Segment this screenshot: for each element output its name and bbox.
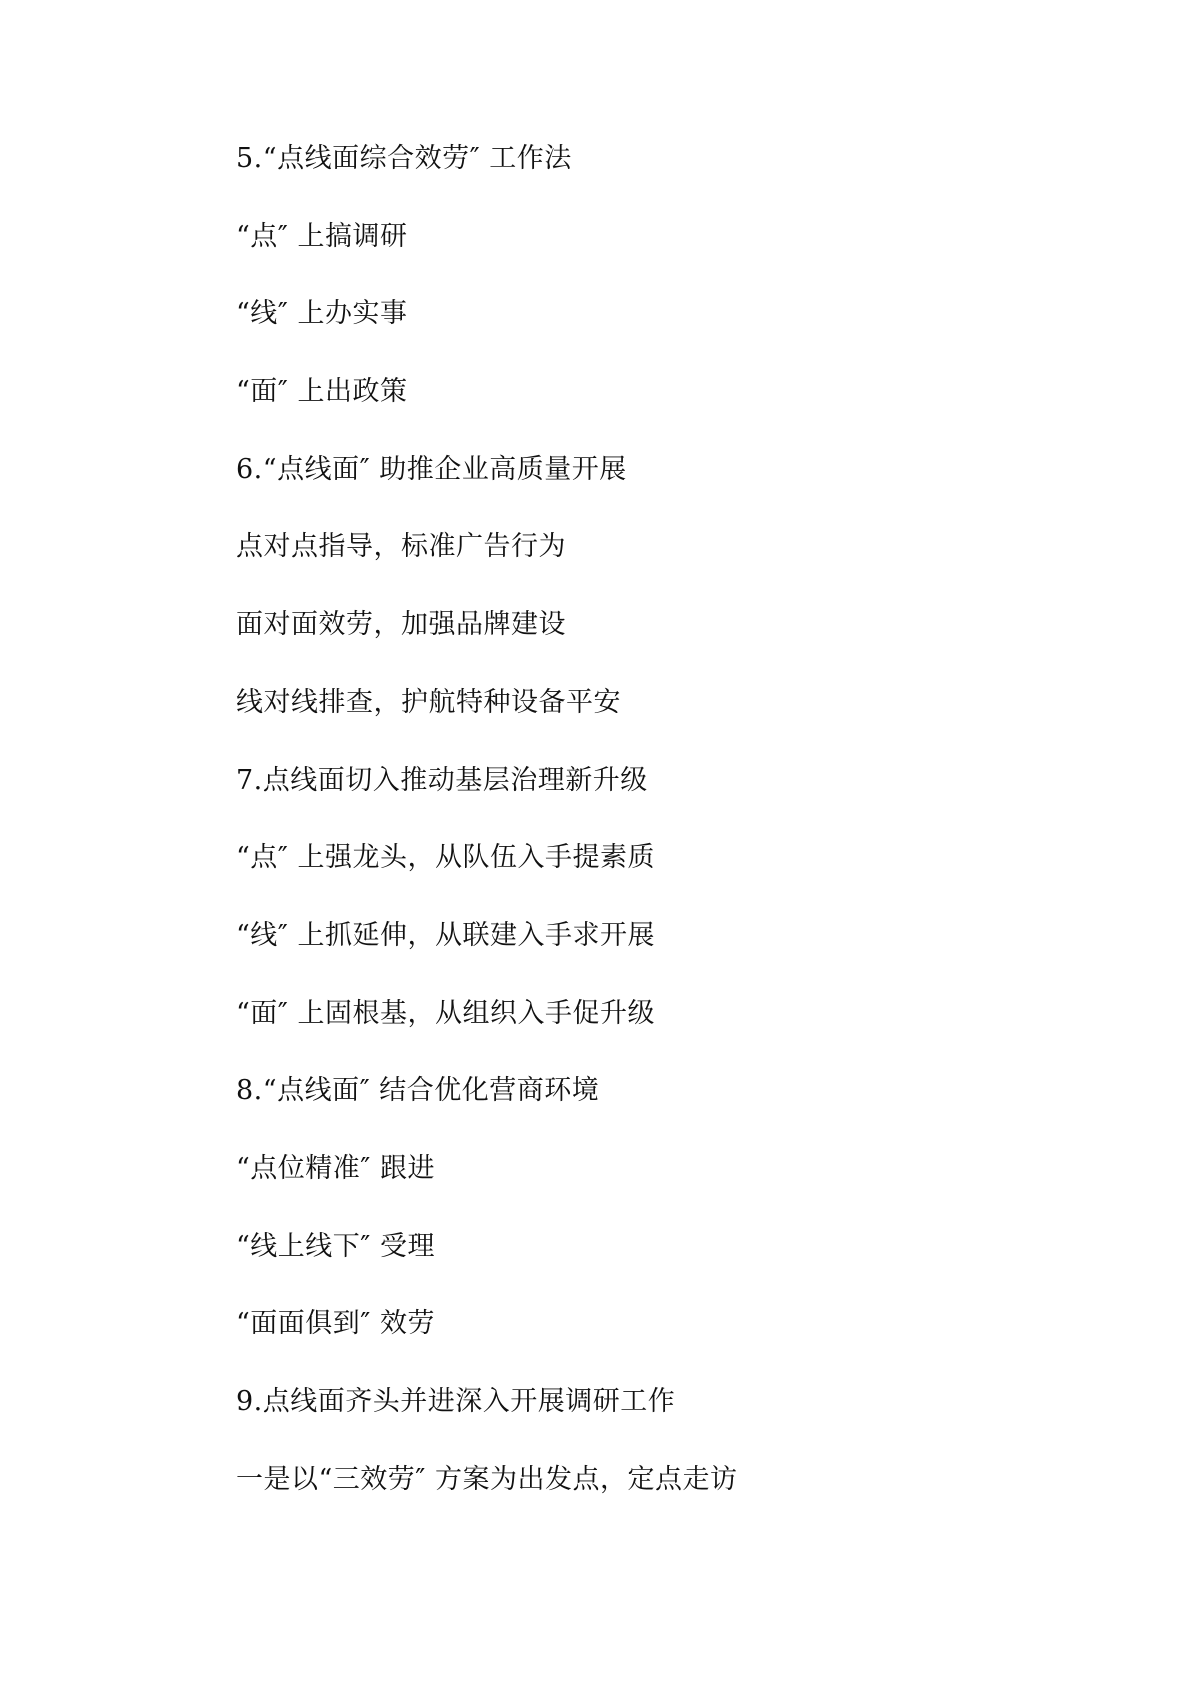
text-line: “面面俱到″ 效劳 xyxy=(236,1308,435,1340)
text-line: “面″ 上出政策 xyxy=(236,376,408,408)
text-line: “线″ 上抓延伸，从联建入手求开展 xyxy=(236,919,655,951)
heading-item-6: 6.“点线面″ 助推企业高质量开展 xyxy=(236,453,627,485)
text-line: “点″ 上强龙头，从队伍入手提素质 xyxy=(236,842,655,874)
text-line: 一是以“三效劳″ 方案为出发点，定点走访 xyxy=(236,1463,738,1495)
heading-item-8: 8.“点线面″ 结合优化营商环境 xyxy=(236,1075,600,1107)
text-line: “线″ 上办实事 xyxy=(236,298,408,330)
text-line: “点位精准″ 跟进 xyxy=(236,1152,435,1184)
text-line: 线对线排查，护航特种设备平安 xyxy=(236,686,621,718)
document-body xyxy=(236,140,1096,1538)
heading-item-5: 5.“点线面综合效劳″ 工作法 xyxy=(236,143,572,174)
text-line: 点对点指导，标准广告行为 xyxy=(236,531,566,563)
heading-item-7: 7.点线面切入推动基层治理新升级 xyxy=(236,764,648,796)
text-line: “点″ 上搞调研 xyxy=(236,220,408,252)
text-line: “面″ 上固根基，从组织入手促升级 xyxy=(236,997,655,1029)
text-line: 面对面效劳，加强品牌建设 xyxy=(236,609,566,641)
text-line: “线上线下″ 受理 xyxy=(236,1230,435,1262)
heading-item-9: 9.点线面齐头并进深入开展调研工作 xyxy=(236,1386,676,1417)
